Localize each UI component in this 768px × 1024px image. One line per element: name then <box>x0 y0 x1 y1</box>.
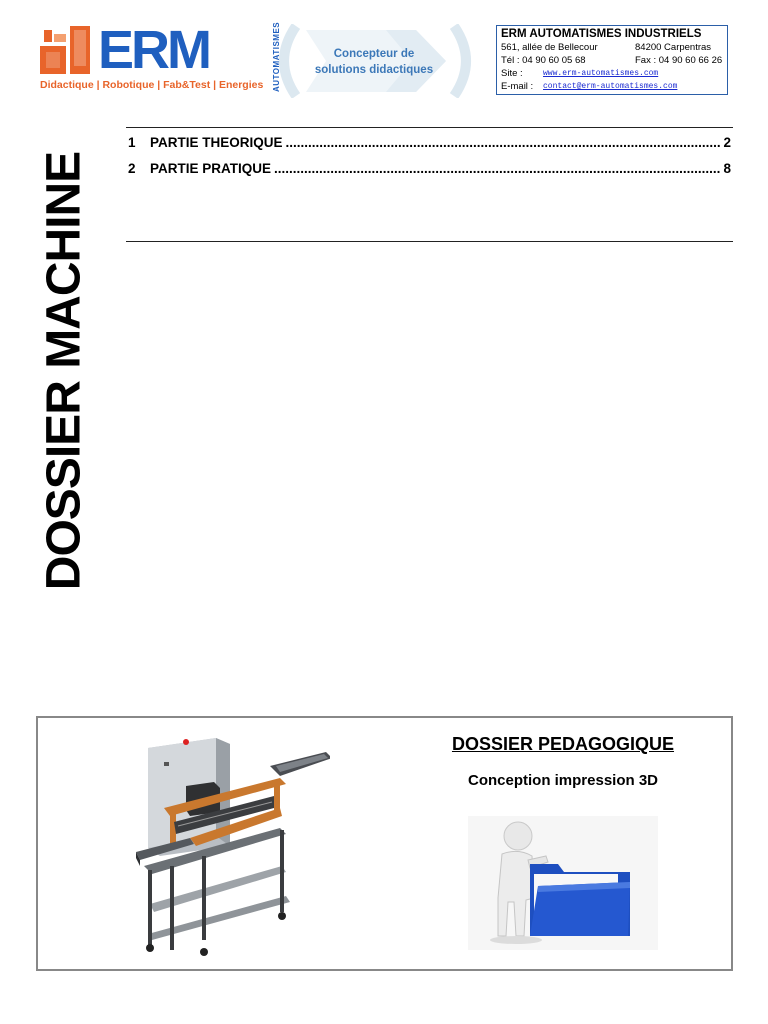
logo-text: ERM <box>98 20 209 80</box>
toc-entry-theorique[interactable] <box>128 135 731 153</box>
toc-entry-pratique[interactable] <box>128 161 731 179</box>
phone: Tél : 04 90 60 05 68 <box>501 55 586 66</box>
toc-leader-dots <box>274 161 721 176</box>
erm-logo-mark-icon <box>40 26 90 74</box>
toc-number: 1 <box>128 135 136 150</box>
toc-title: PARTIE THEORIQUE <box>150 135 283 150</box>
address: 561, allée de Bellecour <box>501 42 598 53</box>
pedagogic-box <box>36 716 733 971</box>
toc-page-number: 8 <box>723 161 731 176</box>
contact-box <box>496 25 728 95</box>
toc-bottom-rule <box>126 241 733 242</box>
vertical-title-text: DOSSIER MACHINE <box>37 151 91 591</box>
toc-page-number: 2 <box>723 135 731 150</box>
toc-title: PARTIE PRATIQUE <box>150 161 272 176</box>
email-link[interactable]: contact@erm-automatismes.com <box>543 82 678 91</box>
3d-printer-machine-image <box>130 726 330 962</box>
email-label: E-mail : <box>501 81 534 92</box>
erm-logo <box>40 20 281 96</box>
fax: Fax : 04 90 60 66 26 <box>635 55 723 66</box>
designer-text <box>288 46 460 78</box>
site-label: Site : <box>501 68 523 79</box>
toc-leader-dots <box>286 135 722 150</box>
person-with-folder-image <box>468 816 658 950</box>
designer-banner <box>266 21 484 98</box>
dossier-subtitle: Conception impression 3D <box>467 772 659 789</box>
dossier-title: DOSSIER PEDAGOGIQUE <box>451 734 675 754</box>
designer-line-1: Concepteur de <box>333 48 415 60</box>
city: 84200 Carpentras <box>635 42 712 53</box>
logo-side-text: AUTOMATISMES <box>272 21 281 92</box>
designer-line-2: solutions didactiques <box>314 64 434 76</box>
vertical-title <box>36 148 92 594</box>
logo-tagline: Didactique | Robotique | Fab&Test | Energies <box>40 79 264 91</box>
toc-top-rule <box>126 127 733 128</box>
company-name: ERM AUTOMATISMES INDUSTRIELS <box>501 28 702 40</box>
site-link[interactable]: www.erm-automatismes.com <box>543 69 659 78</box>
toc-number: 2 <box>128 161 136 176</box>
